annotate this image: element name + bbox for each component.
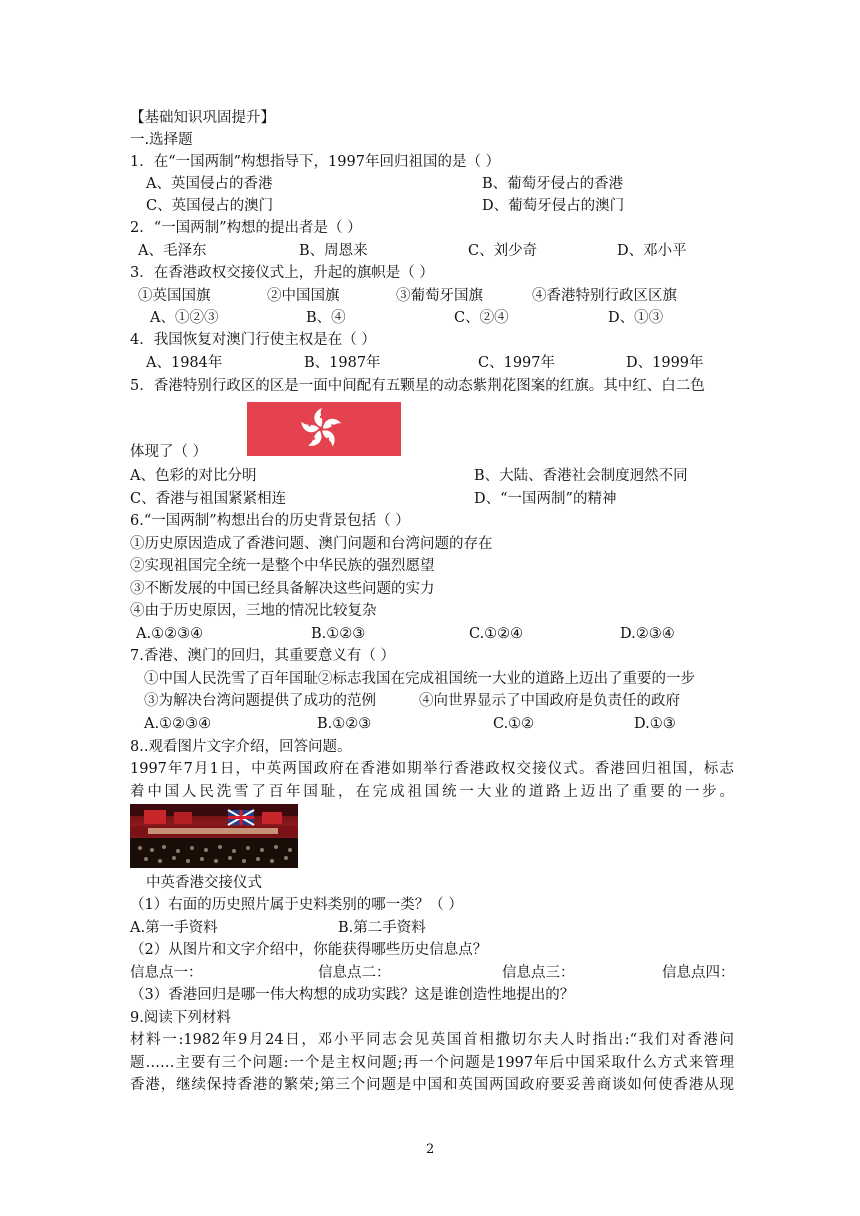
bauhinia-icon (247, 402, 401, 456)
option-b: B、1987年 (304, 355, 381, 371)
option-a: A、毛泽东 (138, 243, 207, 259)
question-8-paragraph-line-1: 1997年7月1日，中英两国政府在香港如期举行香港政权交接仪式。香港回归祖国，标志 (130, 761, 734, 777)
option-a: A.第一手资料 (130, 920, 218, 936)
question-1-stem: 1．在“一国两制”构想指导下，1997年回归祖国的是（ ） (130, 154, 501, 170)
option-a: A.①②③④ (144, 716, 212, 732)
option-c: C、香港与祖国紧紧相连 (130, 491, 287, 507)
question-8-sub-2: （2）从图片和文字介绍中，你能获得哪些历史信息点？ (130, 942, 488, 958)
hong-kong-flag-image (247, 402, 401, 456)
option-b: B、大陆、香港社会制度迥然不同 (474, 468, 688, 484)
option-c: C、1997年 (478, 355, 555, 371)
option-a: A、英国侵占的香港 (146, 176, 273, 192)
question-7-items-line-1: ①中国人民洗雪了百年国耻②标志我国在完成祖国统一大业的道路上迈出了重要的一步 (144, 671, 695, 687)
ceremony-scene-icon (130, 804, 298, 868)
option-c: C、②④ (454, 310, 509, 326)
item-3: ③葡萄牙国旗 (396, 288, 483, 304)
option-b: B.第二手资料 (338, 920, 426, 936)
question-9-stem: 9.阅读下列材料 (130, 1010, 231, 1026)
question-3-stem: 3．在香港政权交接仪式上，升起的旗帜是（ ） (130, 265, 434, 281)
option-b: B.①②③ (317, 716, 372, 732)
option-d: D、邓小平 (617, 243, 687, 259)
item-2: ②中国国旗 (267, 288, 340, 304)
handover-ceremony-photo (130, 804, 298, 868)
info-point-1: 信息点一： (130, 965, 203, 981)
option-a: A.①②③④ (136, 626, 204, 642)
option-d: D、“一国两制”的精神 (474, 491, 617, 507)
question-8-sub-1: （1）右面的历史照片属于史料类别的哪一类？（ ） (130, 897, 463, 913)
question-6-item-1: ①历史原因造成了香港问题、澳门问题和台湾问题的存在 (130, 536, 493, 552)
option-c: C、刘少奇 (468, 243, 538, 259)
option-c: C、英国侵占的澳门 (146, 198, 274, 214)
option-a: A、①②③ (150, 310, 219, 326)
option-d: D.①③ (634, 716, 676, 732)
option-d: D、①③ (608, 310, 664, 326)
question-8-paragraph-line-2: 着中国人民洗雪了百年国耻，在完成祖国统一大业的道路上迈出了重要的一步。 (130, 784, 734, 800)
photo-caption: 中英香港交接仪式 (146, 875, 262, 891)
info-point-4: 信息点四： (662, 965, 735, 981)
option-d: D、葡萄牙侵占的澳门 (482, 198, 625, 214)
question-6-stem: 6.“一国两制”构想出台的历史背景包括（ ） (130, 513, 410, 529)
page-number: 2 (426, 1142, 435, 1157)
option-b: B、葡萄牙侵占的香港 (482, 176, 624, 192)
question-5-stem-continued: 体现了（ ） (130, 444, 208, 460)
option-a: A、色彩的对比分明 (130, 468, 257, 484)
question-7-stem: 7.香港、澳门的回归，其重要意义有（ ） (130, 648, 395, 664)
option-b: B、周恩来 (299, 243, 368, 259)
option-d: D、1999年 (626, 355, 704, 371)
option-b: B、④ (306, 310, 346, 326)
material-1-line-1: 材料一:1982年9月24日，邓小平同志会见英国首相撒切尔夫人时指出:“我们对香港问 (130, 1032, 734, 1048)
question-2-stem: 2．“一国两制”构想的提出者是（ ） (130, 220, 362, 236)
part-heading: 一.选择题 (130, 132, 193, 148)
question-6-item-3: ③不断发展的中国已经具备解决这些问题的实力 (130, 581, 435, 597)
material-1-line-2: 题……主要有三个问题:一个是主权问题;再一个问题是1997年后中国采取什么方式来管理 (130, 1055, 734, 1071)
question-6-item-4: ④由于历史原因，三地的情况比较复杂 (130, 603, 377, 619)
item-4: ④向世界显示了中国政府是负责任的政府 (419, 693, 680, 709)
info-point-3: 信息点三： (502, 965, 575, 981)
item-3: ③为解决台湾问题提供了成功的范例 (144, 693, 376, 709)
question-8-stem: 8..观看图片文字介绍，回答问题。 (130, 739, 352, 755)
material-1-line-3: 香港，继续保持香港的繁荣;第三个问题是中国和英国两国政府要妥善商谈如何使香港从现 (130, 1077, 734, 1093)
option-c: C.①② (493, 716, 535, 732)
question-5-stem: 5．香港特别行政区的区是一面中间配有五颗星的动态紫荆花图案的红旗。其中红、白二色 (130, 378, 705, 394)
item-4: ④香港特别行政区区旗 (532, 288, 677, 304)
item-1: ①英国国旗 (138, 288, 211, 304)
question-8-sub-3: （3）香港回归是哪一伟大构想的成功实践？这是谁创造性地提出的？ (130, 987, 575, 1003)
question-4-stem: 4．我国恢复对澳门行使主权是在（ ） (130, 332, 376, 348)
info-point-2: 信息点二： (318, 965, 391, 981)
section-title: 【基础知识巩固提升】 (130, 110, 275, 126)
question-6-item-2: ②实现祖国完全统一是整个中华民族的强烈愿望 (130, 558, 435, 574)
option-c: C.①②④ (469, 626, 524, 642)
option-d: D.②③④ (620, 626, 675, 642)
option-b: B.①②③ (311, 626, 366, 642)
option-a: A、1984年 (146, 355, 223, 371)
